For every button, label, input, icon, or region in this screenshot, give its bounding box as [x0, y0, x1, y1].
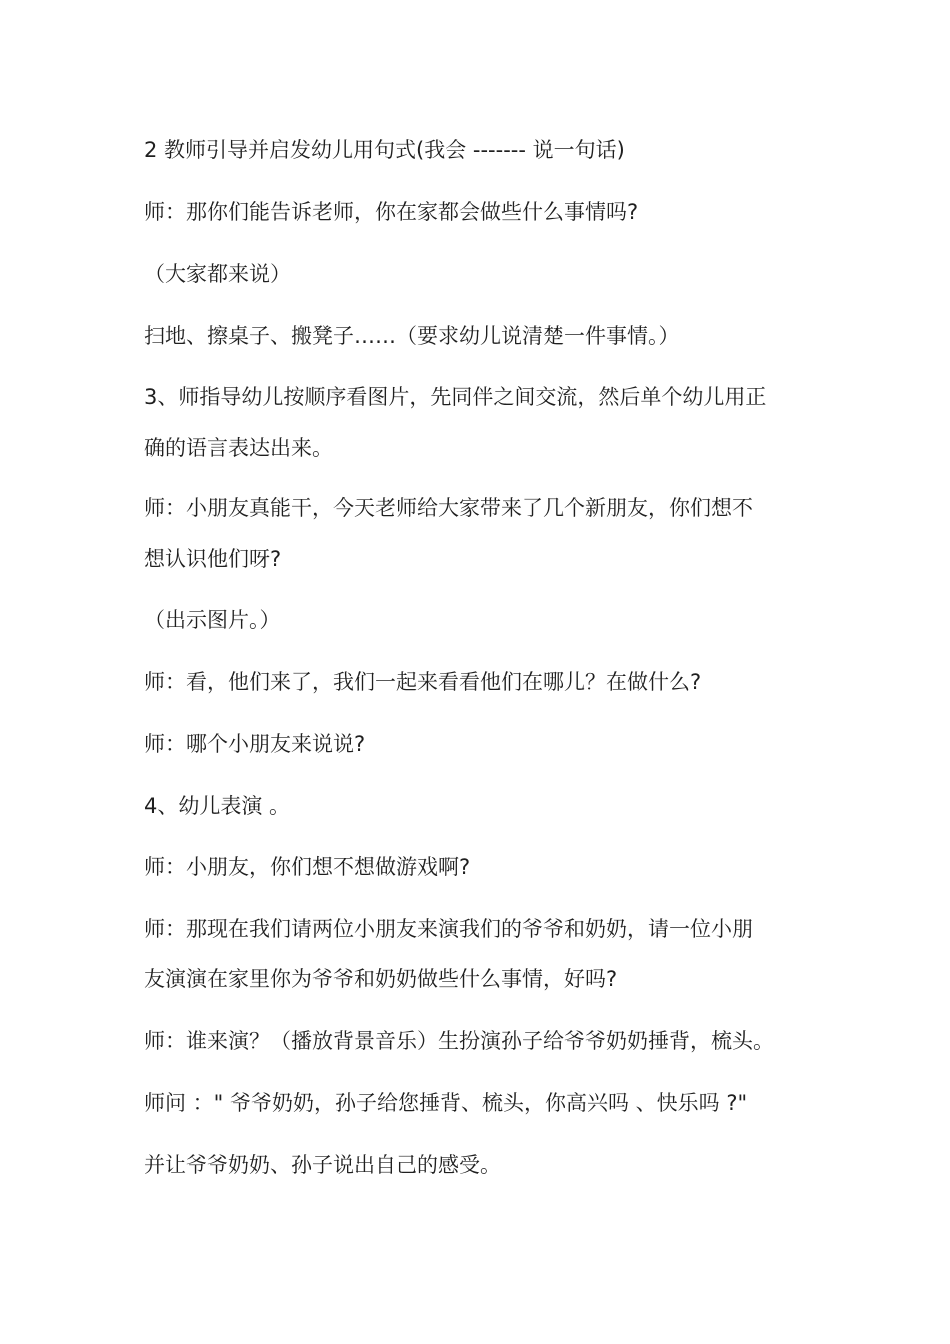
text-line-sentence-pattern: 2 教师引导并启发幼儿用句式(我会 ------- 说一句话) [144, 138, 625, 162]
text-line-step-3-cont: 确的语言表达出来。 [144, 436, 333, 460]
text-line-roleplay-cont: 友演演在家里你为爷爷和奶奶做些什么事情，好吗? [144, 967, 618, 991]
text-line-teacher-question: 师：那你们能告诉老师，你在家都会做些什么事情吗? [144, 200, 639, 224]
text-line-feelings: 并让爷爷奶奶、孙子说出自己的感受。 [144, 1153, 501, 1177]
text-line-who-acts: 师：谁来演？（播放背景音乐）生扮演孙子给爷爷奶奶捶背，梳头。 [144, 1029, 774, 1053]
text-line-new-friends: 师：小朋友真能干，今天老师给大家带来了几个新朋友，你们想不 [144, 496, 753, 520]
text-line-show-pictures: （出示图片。） [144, 608, 281, 632]
text-line-who-speaks: 师：哪个小朋友来说说? [144, 732, 366, 756]
text-line-new-friends-cont: 想认识他们呀? [144, 547, 282, 571]
text-line-everyone-speaks: （大家都来说） [144, 262, 291, 286]
text-line-chores: 扫地、擦桌子、搬凳子……（要求幼儿说清楚一件事情。） [144, 324, 680, 348]
text-line-where-what: 师：看，他们来了，我们一起来看看他们在哪儿？在做什么? [144, 670, 702, 694]
text-line-teacher-asks: 师问 ：" 爷爷奶奶，孙子给您捶背、梳头，你高兴吗 、快乐吗 ?" [144, 1091, 748, 1115]
text-line-roleplay: 师：那现在我们请两位小朋友来演我们的爷爷和奶奶，请一位小朋 [144, 917, 753, 941]
text-line-step-3: 3、师指导幼儿按顺序看图片，先同伴之间交流，然后单个幼儿用正 [144, 385, 767, 409]
text-line-play-game: 师：小朋友，你们想不想做游戏啊? [144, 855, 471, 879]
text-line-step-4: 4、幼儿表演 。 [144, 794, 291, 818]
